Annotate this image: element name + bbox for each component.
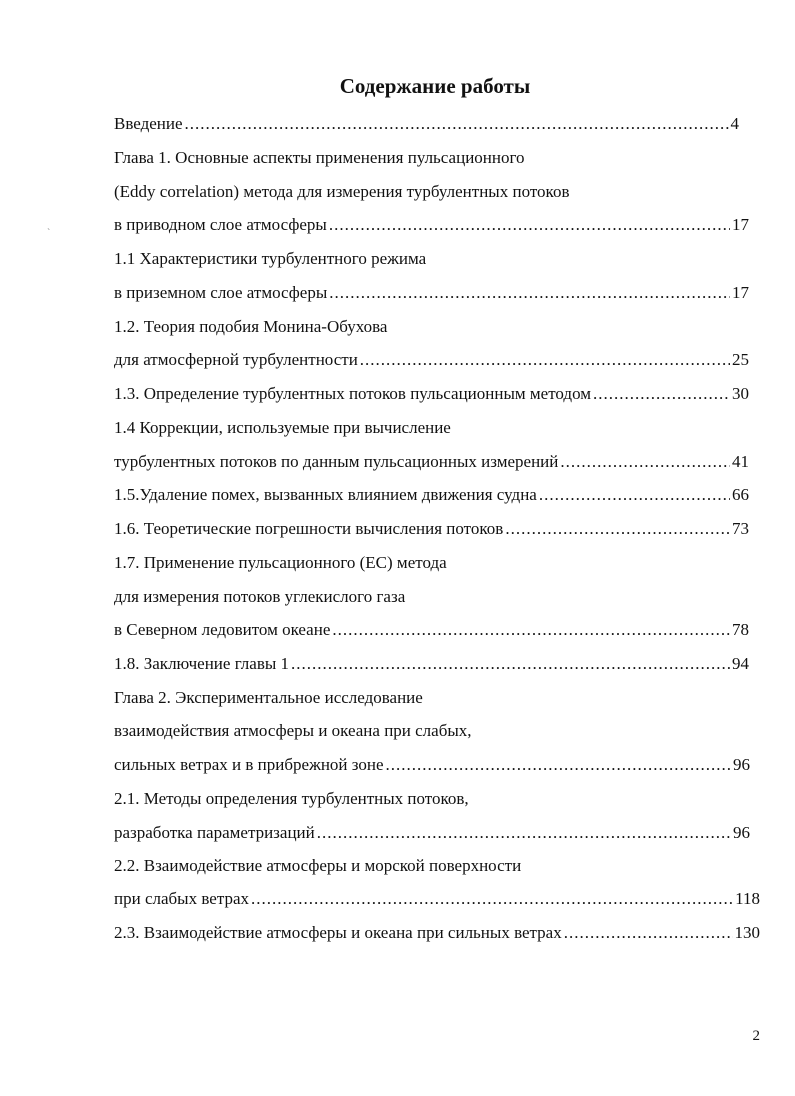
toc-leader-dots: [505, 518, 730, 540]
toc-entry-page: 30: [732, 384, 749, 403]
toc-entry: [114, 922, 760, 944]
scan-speck: `: [47, 228, 51, 239]
toc-entry-text: 1.5.Удаление помех, вызванных влиянием движения судна: [114, 485, 537, 504]
toc-entry: 2.1. Методы определения турбулентных потоков,: [114, 789, 469, 808]
toc-entry-text: Введение: [114, 114, 183, 133]
toc-leader-dots: [332, 619, 730, 641]
toc-entry: 1.2. Теория подобия Монина-Обухова: [114, 317, 388, 336]
toc-entry-page: 73: [732, 519, 749, 538]
toc-entry-page: 94: [732, 654, 749, 673]
toc-entry-text: для атмосферной турбулентности: [114, 350, 358, 369]
toc-entry-page: 4: [730, 114, 739, 133]
toc-leader-dots: [185, 113, 729, 135]
toc-entry: 1.4 Коррекции, используемые при вычисление: [114, 418, 451, 437]
toc-leader-dots: [560, 451, 730, 473]
toc-entry-page: 130: [734, 923, 760, 942]
toc-leader-dots: [329, 282, 730, 304]
toc-leader-dots: [564, 922, 733, 944]
toc-entry: [114, 484, 749, 506]
toc-entry: [114, 282, 749, 304]
toc-entry-page: 78: [732, 620, 749, 639]
toc-entry-text: 1.8. Заключение главы 1: [114, 654, 290, 673]
page-title: Содержание работы: [339, 74, 531, 98]
toc-entry-text: 1.6. Теоретические погрешности вычисления потоков: [114, 519, 504, 538]
toc-leader-dots: [386, 754, 731, 776]
toc-entry: 2.2. Взаимодействие атмосферы и морской поверхности: [114, 856, 522, 875]
toc-entry-text: 2.3. Взаимодействие атмосферы и океана при сильных ветрах: [114, 923, 562, 942]
toc-entry-page: 25: [732, 350, 749, 369]
toc-entry-text: турбулентных потоков по данным пульсационных измерений: [114, 452, 559, 471]
toc-entry-text: при слабых ветрах: [114, 889, 249, 908]
toc-entry-page: 96: [733, 823, 750, 842]
toc-entry: [114, 451, 749, 473]
toc-entry: взаимодействия атмосферы и океана при слабых,: [114, 721, 472, 740]
toc-entry: [114, 113, 739, 135]
page-number: 2: [752, 1028, 760, 1044]
toc-leader-dots: [251, 888, 733, 910]
toc-entry: для измерения потоков углекислого газа: [114, 587, 406, 606]
toc-entry: [114, 383, 749, 405]
toc-leader-dots: [539, 484, 730, 506]
toc-entry-page: 66: [732, 485, 749, 504]
toc-entry-page: 17: [732, 283, 749, 302]
toc-entry: 1.1 Характеристики турбулентного режима: [114, 249, 427, 268]
toc-leader-dots: [329, 214, 730, 236]
toc-leader-dots: [593, 383, 730, 405]
toc-entry-page: 17: [732, 215, 749, 234]
toc-entry: [114, 888, 760, 910]
toc-entry-text: разработка параметризаций: [114, 823, 315, 842]
toc-entry-page: 41: [732, 452, 749, 471]
toc-entry: [114, 518, 749, 540]
toc-entry-text: сильных ветрах и в прибрежной зоне: [114, 755, 384, 774]
toc-entry-text: в Северном ледовитом океане: [114, 620, 331, 639]
toc-entry-text: в приземном слое атмосферы: [114, 283, 328, 302]
toc-entry: Глава 2. Экспериментальное исследование: [114, 688, 423, 707]
toc-entry: [114, 653, 749, 675]
toc-entry-page: 118: [735, 889, 760, 908]
toc-entry: [114, 754, 750, 776]
toc-entry: [114, 214, 749, 236]
toc-leader-dots: [360, 349, 730, 371]
toc-entry-text: в приводном слое атмосферы: [114, 215, 327, 234]
toc-entry-text: 1.3. Определение турбулентных потоков пульсационным методом: [114, 384, 592, 403]
toc-entry: 1.7. Применение пульсационного (ЕС) метода: [114, 553, 447, 572]
toc-entry-page: 96: [733, 755, 750, 774]
toc-entry: [114, 619, 749, 641]
toc-entry: [114, 822, 750, 844]
toc-entry: [114, 349, 749, 371]
toc-leader-dots: [317, 822, 731, 844]
toc-entry: Глава 1. Основные аспекты применения пульсационного: [114, 148, 525, 167]
toc-entry: (Eddy correlation) метода для измерения турбулентных потоков: [114, 182, 570, 201]
toc-leader-dots: [291, 653, 730, 675]
